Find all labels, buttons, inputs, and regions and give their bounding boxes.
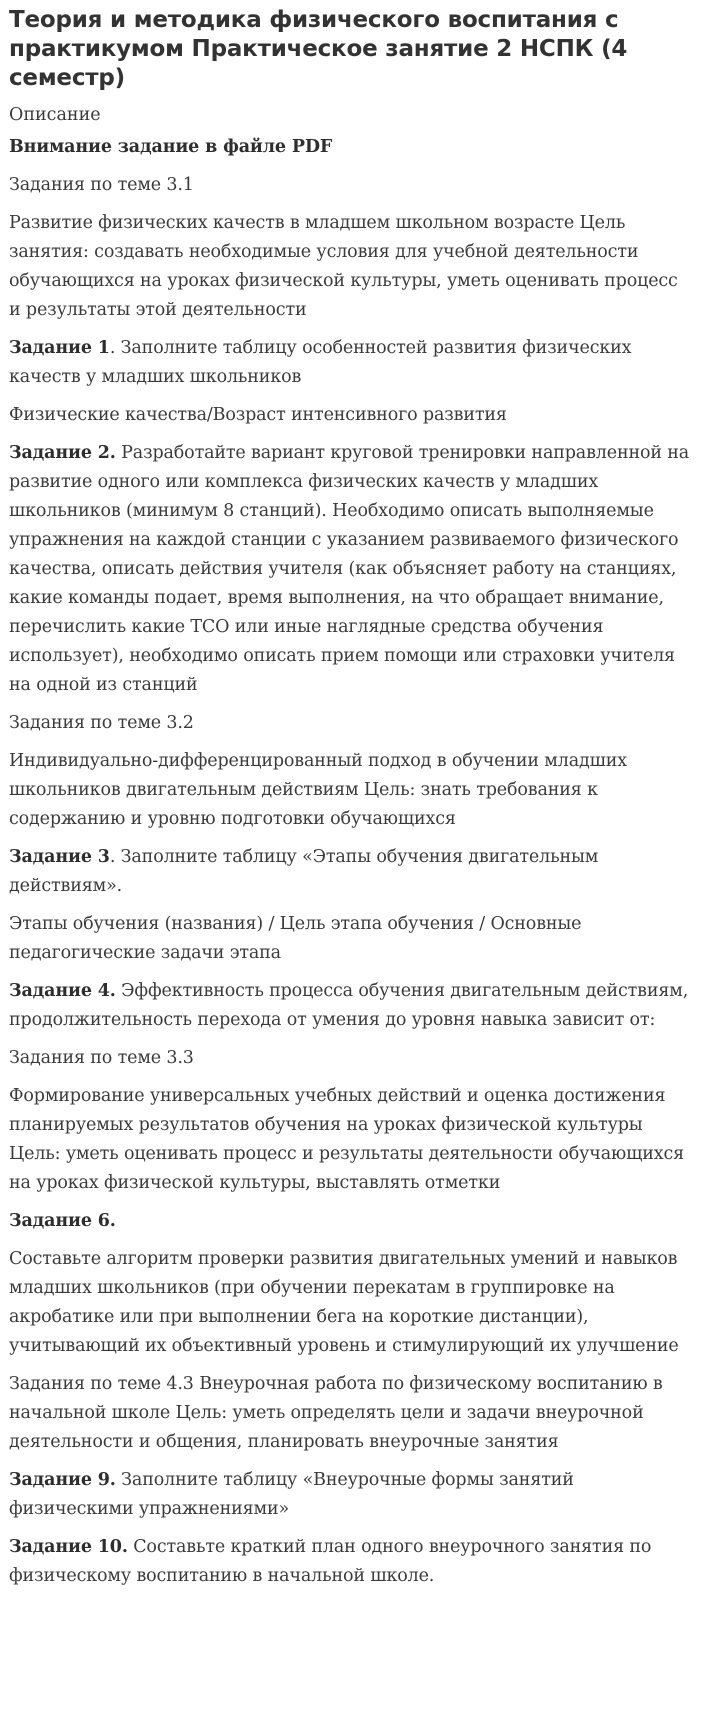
task-text: Задания по теме 4.3 Внеурочная работа по физическому воспитанию в начальной школе Цель: уметь определять цели и задачи внеурочной деятельности и общения, планировать внеурочные занятия bbox=[9, 1374, 663, 1452]
task-heading: Задание 3 bbox=[9, 847, 110, 867]
task-text: Составьте алгоритм проверки развития двигательных умений и навыков младших школьников (при обучении перекатам в группировке на акробатике или при выполнении бега на короткие дистанции), учитывающий их объективный уровень и стимулирующий их улучшение bbox=[9, 1249, 679, 1356]
task-heading: Задание 10. bbox=[9, 1537, 128, 1557]
task-paragraph bbox=[9, 1207, 691, 1236]
task-paragraph bbox=[9, 977, 691, 1035]
task-paragraph bbox=[9, 1245, 691, 1361]
task-text: Формирование универсальных учебных действий и оценка достижения планируемых результатов обучения на уроках физической культуры Цель: уметь оценивать процесс и результаты деятельности обучающихся на уроках физической культуры, выставлять отметки bbox=[9, 1086, 684, 1193]
task-paragraph bbox=[9, 439, 691, 700]
task-text: Эффективность процесса обучения двигательным действиям, продолжительность перехода от умения до уровня навыка зависит от: bbox=[9, 981, 689, 1030]
notice bbox=[9, 133, 691, 162]
task-paragraph bbox=[9, 747, 691, 834]
task-paragraph bbox=[9, 1082, 691, 1198]
task-paragraph bbox=[9, 1370, 691, 1457]
task-list bbox=[9, 171, 691, 1591]
task-paragraph bbox=[9, 334, 691, 392]
task-text: Развитие физических качеств в младшем школьном возрасте Цель занятия: создавать необходимые условия для учебной деятельности обучающихся на уроках физической культуры, уметь оценивать процесс и результаты этой деятельности bbox=[9, 213, 678, 320]
task-text: Разработайте вариант круговой тренировки направленной на развитие одного или комплекса физических качеств у младших школьников (минимум 8 станций). Необходимо описать выполняемые упражнения на каждой станции с указанием развиваемого физического качества, описать действия учителя (как объясняет работу на станциях, какие команды подает, время выполнения, на что обращает внимание, перечислить какие ТСО или иные наглядные средства обучения использует), необходимо описать прием помощи или страховки учителя на одной из станций bbox=[9, 443, 690, 695]
task-heading: Задание 9. bbox=[9, 1470, 116, 1490]
notice-text: Внимание задание в файле PDF bbox=[9, 137, 333, 157]
task-heading: Задание 6. bbox=[9, 1211, 116, 1231]
page-title: Теория и методика физического воспитания с практикумом Практическое занятие 2 НСПК (4 семестр) bbox=[9, 7, 628, 91]
task-paragraph bbox=[9, 1044, 691, 1073]
task-paragraph bbox=[9, 401, 691, 430]
task-paragraph bbox=[9, 171, 691, 200]
task-text: Индивидуально-дифференцированный подход в обучении младших школьников двигательным действиям Цель: знать требования к содержанию и уровню подготовки обучающихся bbox=[9, 751, 628, 829]
task-paragraph bbox=[9, 910, 691, 968]
task-paragraph bbox=[9, 209, 691, 325]
task-heading: Задание 1 bbox=[9, 338, 110, 358]
task-paragraph bbox=[9, 1466, 691, 1524]
task-text: Этапы обучения (названия) / Цель этапа обучения / Основные педагогические задачи этапа bbox=[9, 914, 582, 963]
task-text: Составьте краткий план одного внеурочного занятия по физическому воспитанию в начальной школе. bbox=[9, 1537, 652, 1586]
task-text: . Заполните таблицу «Этапы обучения двигательным действиям». bbox=[9, 847, 599, 896]
task-heading: Задание 4. bbox=[9, 981, 116, 1001]
task-text: Заполните таблицу «Внеурочные формы занятий физическими упражнениями» bbox=[9, 1470, 574, 1519]
task-text: Задания по теме 3.3 bbox=[9, 1048, 194, 1068]
task-paragraph bbox=[9, 709, 691, 738]
task-text: . Заполните таблицу особенностей развития физических качеств у младших школьников bbox=[9, 338, 632, 387]
task-paragraph bbox=[9, 843, 691, 901]
task-paragraph bbox=[9, 1533, 691, 1591]
task-text: Физические качества/Возраст интенсивного развития bbox=[9, 405, 507, 425]
task-heading: Задание 2. bbox=[9, 443, 116, 463]
description-label: Описание bbox=[9, 105, 101, 125]
task-text: Задания по теме 3.2 bbox=[9, 713, 194, 733]
task-text: Задания по теме 3.1 bbox=[9, 175, 194, 195]
